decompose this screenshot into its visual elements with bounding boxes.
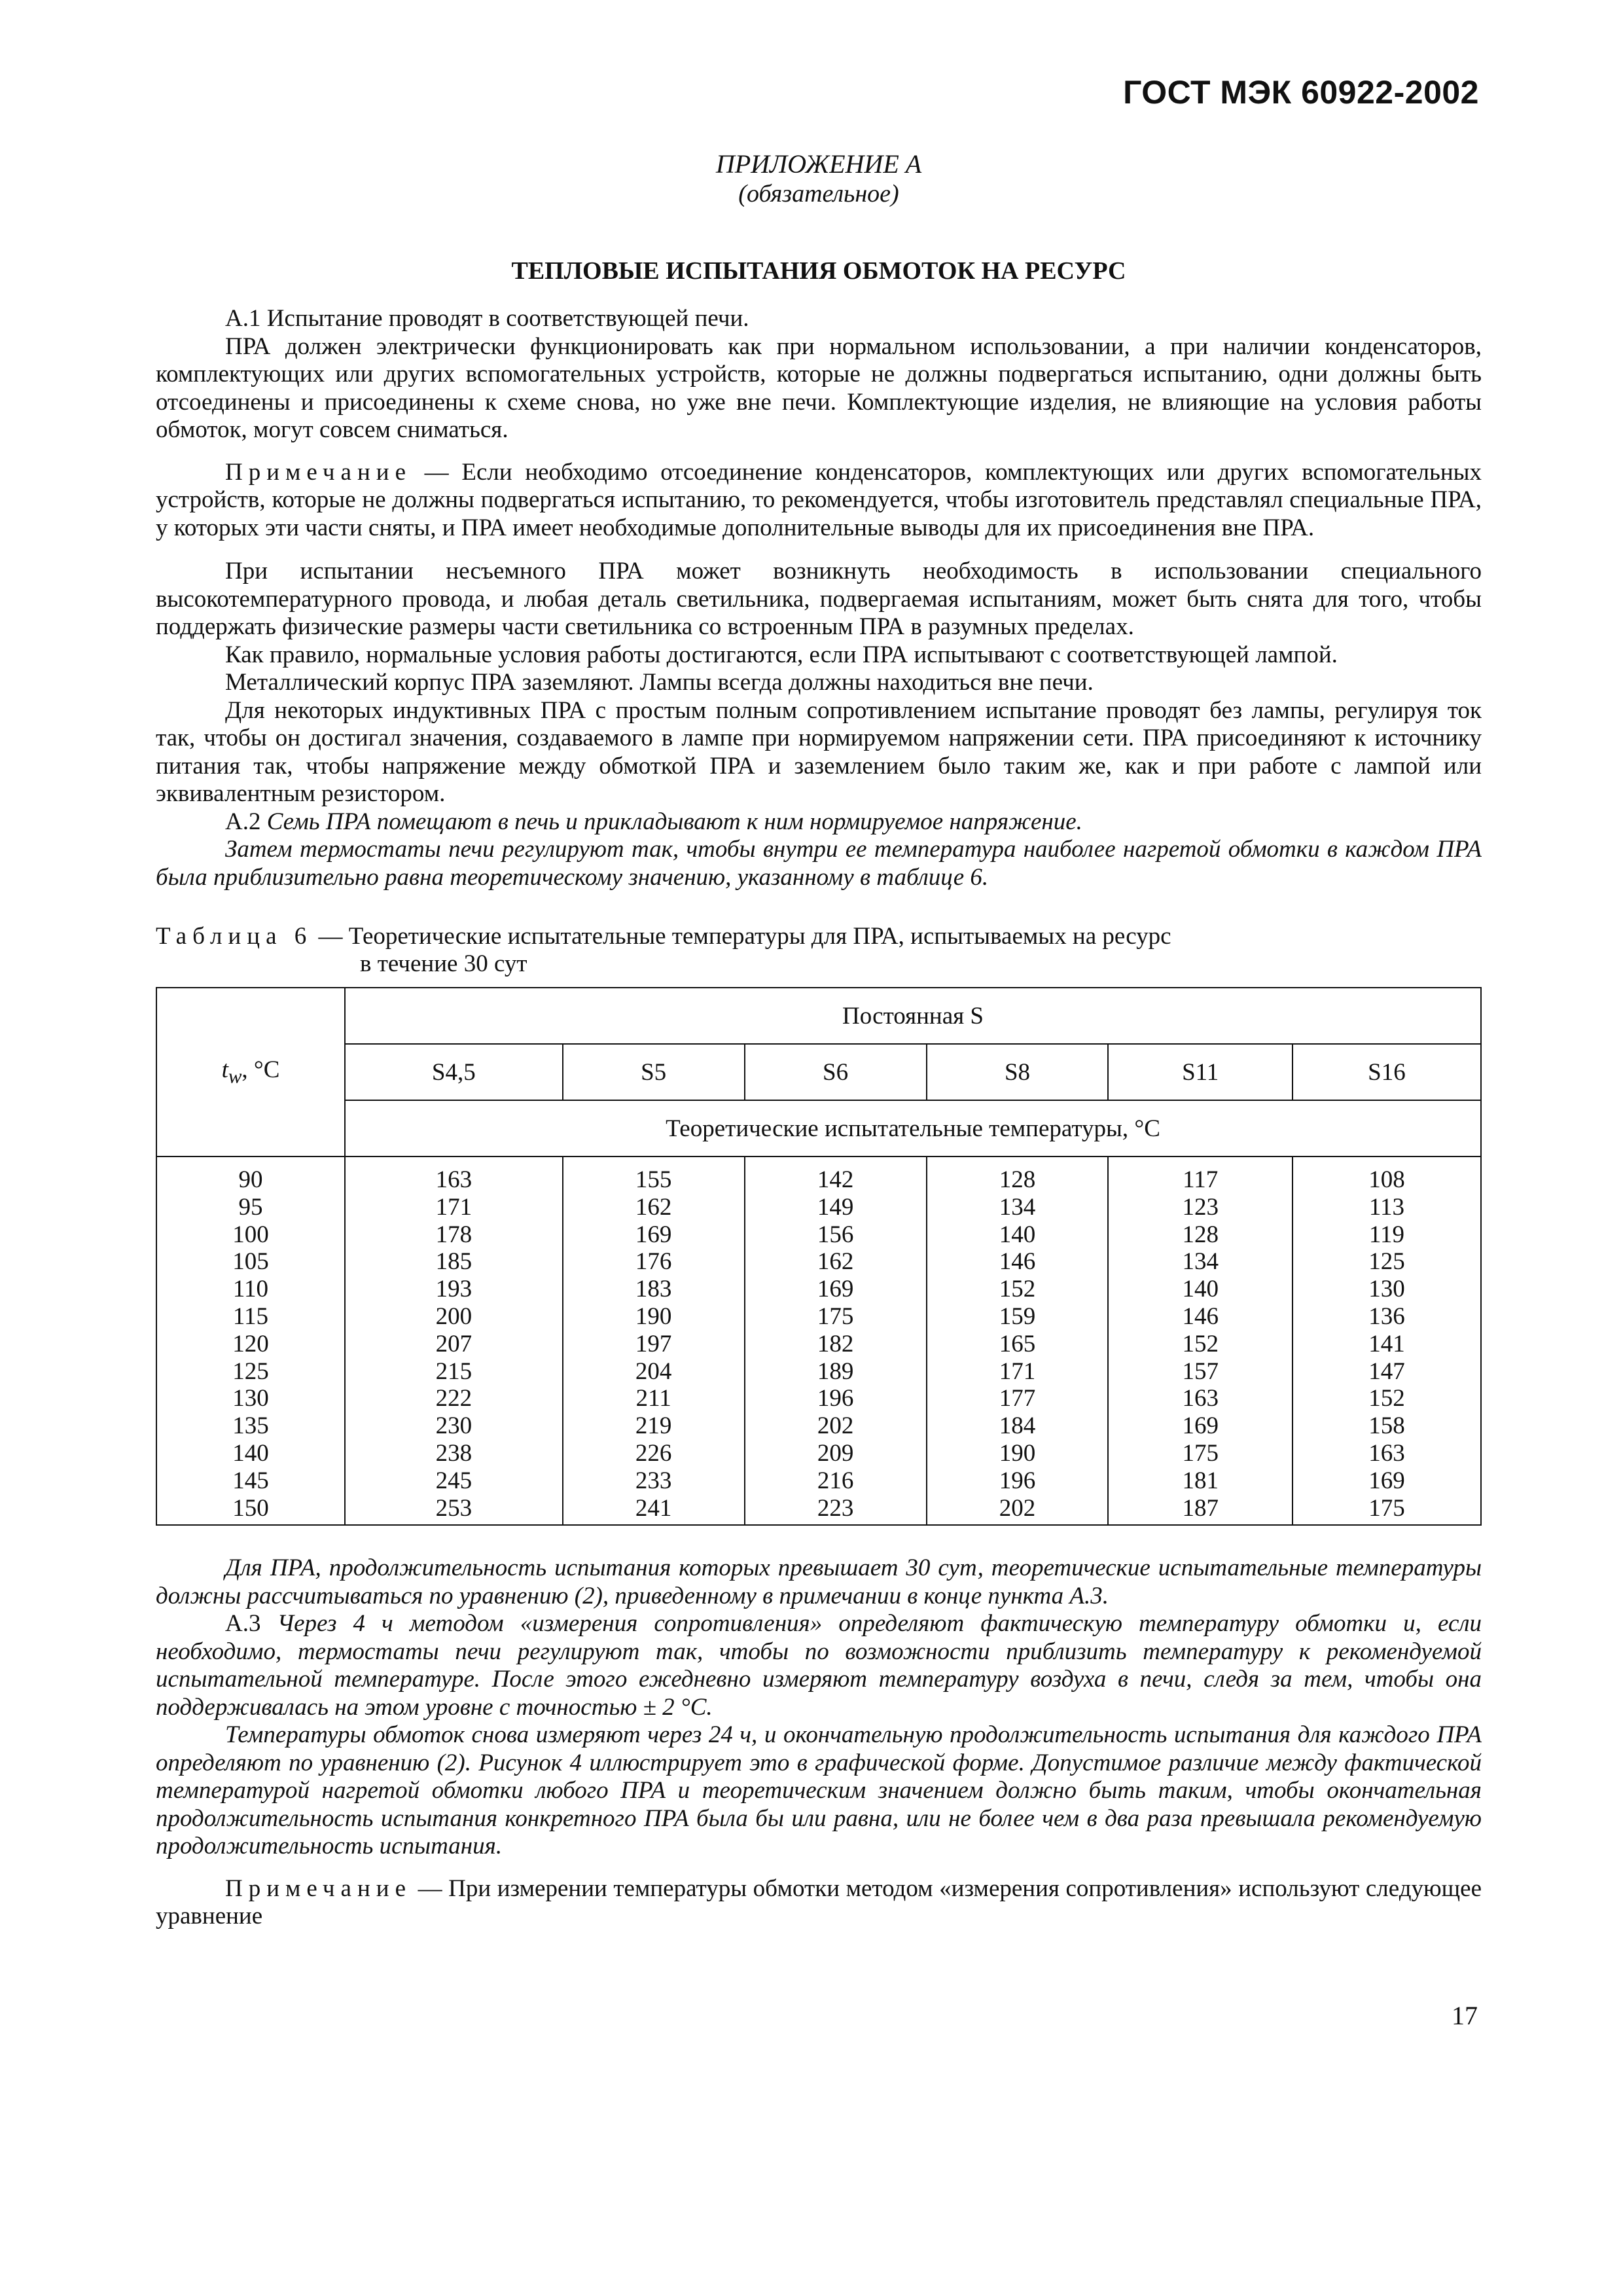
- column-header-s6: S6: [745, 1044, 927, 1100]
- table-cell: 175: [1182, 1439, 1219, 1467]
- final-note-paragraph: [156, 1875, 1482, 1931]
- note-text: — Если необходимо отсоединение конденсаторов, комплектующих или других вспомогательных устройств, которые не должны подвергаться испытанию, то рекомендуется, чтобы изготовитель представлял специальные ПРА, у которых эти части сняты, и ПРА имеет необходимые дополнительные выводы для их присоединения вне ПРА.: [156, 458, 1482, 541]
- tw-symbol: t: [221, 1056, 228, 1084]
- table-cell: 175: [817, 1302, 854, 1330]
- column-header-s11: S11: [1108, 1044, 1292, 1100]
- temperature-header: Теоретические испытательные температуры, °C: [345, 1100, 1481, 1157]
- final-note-label: Примечание: [225, 1874, 412, 1902]
- table-cell: 184: [999, 1412, 1036, 1440]
- table-cell: 135: [232, 1412, 269, 1440]
- table-cell: 178: [435, 1221, 473, 1248]
- paragraph-normal-conditions: Как правило, нормальные условия работы достигаются, если ПРА испытывают с соответствующей лампой.: [225, 641, 1338, 668]
- table-cell: 176: [635, 1248, 672, 1276]
- table-cell: 202: [999, 1494, 1036, 1522]
- a3-text: Через 4 ч методом «измерения сопротивления» определяют фактическую температуру обмотки и, если необходимо, термостаты печи регулируют так, чтобы по возможности приблизить температуру к рекомендуемой испытательной температуре. После этого ежедневно измеряют температуру воздуха в печи, следя за тем, чтобы она поддерживалась на этом уровне с точностью ± 2 °С.: [156, 1610, 1482, 1721]
- table-cell: 209: [817, 1439, 854, 1467]
- table-cell: 149: [817, 1193, 854, 1221]
- final-note-text: — При измерении температуры обмотки методом «измерения сопротивления» используют следующее уравнение: [156, 1874, 1482, 1930]
- table-cell: 125: [1368, 1248, 1405, 1276]
- section-title: ТЕПЛОВЫЕ ИСПЫТАНИЯ ОБМОТОК НА РЕСУРС: [511, 257, 1126, 285]
- post-table-section: [156, 1554, 1482, 1931]
- table-cell: 142: [817, 1166, 854, 1193]
- table-cell: 117: [1183, 1166, 1219, 1193]
- table-cell: 152: [1368, 1385, 1405, 1412]
- table-cell: 177: [999, 1385, 1036, 1412]
- table-cell: 169: [1368, 1467, 1405, 1494]
- table-cell: 158: [1368, 1412, 1405, 1440]
- table-cell: 163: [435, 1166, 473, 1193]
- paragraph-over-30-days: Для ПРА, продолжительность испытания которых превышает 30 сут, теоретические испытательные температуры должны рассчитываться по уравнению (2), приведенному в примечании в конце пункта А.3.: [156, 1554, 1482, 1609]
- a2-label: А.2: [225, 808, 261, 835]
- table-cell: 196: [817, 1385, 854, 1412]
- values-column-5: [1293, 1157, 1481, 1525]
- column-header-s5: S5: [563, 1044, 745, 1100]
- page-number: 17: [1452, 2001, 1478, 2030]
- column-header-row: [156, 1044, 1481, 1100]
- paragraph-grounding: Металлический корпус ПРА заземляют. Лампы всегда должны находиться вне печи.: [225, 669, 1094, 696]
- table-cell: 216: [817, 1467, 854, 1494]
- tw-subscript: w: [228, 1065, 242, 1088]
- table-cell: 152: [1182, 1330, 1219, 1357]
- table-cell: 136: [1368, 1302, 1405, 1330]
- table-cell: 95: [238, 1193, 263, 1221]
- table-cell: 211: [635, 1385, 671, 1412]
- table-cell: 182: [817, 1330, 854, 1357]
- appendix-title: ПРИЛОЖЕНИЕ А: [715, 149, 922, 179]
- values-column-0: [345, 1157, 563, 1525]
- table-caption-line2: в течение 30 сут: [360, 950, 527, 977]
- table-cell: 171: [435, 1193, 473, 1221]
- column-header-s45: S4,5: [345, 1044, 563, 1100]
- table-cell: 141: [1368, 1330, 1405, 1357]
- table-cell: 196: [999, 1467, 1036, 1494]
- table-cell: 162: [635, 1193, 672, 1221]
- table-cell: 125: [232, 1357, 269, 1385]
- values-column-3: [927, 1157, 1109, 1525]
- table-cell: 113: [1368, 1193, 1405, 1221]
- table-cell: 223: [817, 1494, 854, 1522]
- table-cell: 238: [435, 1439, 473, 1467]
- table-cell: 130: [1368, 1276, 1405, 1303]
- table-cell: 169: [1182, 1412, 1219, 1440]
- table-cell: 222: [435, 1385, 473, 1412]
- table-cell: 155: [635, 1166, 672, 1193]
- page-content: [156, 149, 1482, 1931]
- paragraph-a2: [156, 808, 1482, 836]
- table-cell: 230: [435, 1412, 473, 1440]
- table-cell: 215: [435, 1357, 473, 1385]
- column-header-s8: S8: [927, 1044, 1109, 1100]
- table-caption: [156, 923, 1482, 978]
- table-cell: 100: [232, 1221, 269, 1248]
- table-cell: 193: [435, 1276, 473, 1303]
- note-paragraph: [156, 459, 1482, 543]
- table-cell: 165: [999, 1330, 1036, 1357]
- table-cell: 185: [435, 1248, 473, 1276]
- table-cell: 150: [232, 1494, 269, 1522]
- table-cell: 147: [1368, 1357, 1405, 1385]
- table-cell: 241: [635, 1494, 672, 1522]
- table-cell: 110: [232, 1276, 269, 1303]
- table-cell: 146: [1182, 1302, 1219, 1330]
- values-column-2: [745, 1157, 927, 1525]
- table-cell: 163: [1368, 1439, 1405, 1467]
- tw-header-cell: [156, 988, 345, 1157]
- paragraph-a3: [156, 1610, 1482, 1721]
- table-cell: 120: [232, 1330, 269, 1357]
- table-cell: 128: [999, 1166, 1036, 1193]
- table-cell: 152: [999, 1276, 1036, 1303]
- table-cell: 134: [1182, 1248, 1219, 1276]
- table-cell: 156: [817, 1221, 854, 1248]
- paragraph-nonremovable: При испытании несъемного ПРА может возникнуть необходимость в использовании специального высокотемпературного провода, и любая деталь светильника, подвергаемая испытаниям, может быть снята для того, чтобы поддержать физические размеры части светильника со встроенным ПРА в разумных пределах.: [156, 558, 1482, 640]
- table-cell: 105: [232, 1248, 269, 1276]
- table-cell: 190: [999, 1439, 1036, 1467]
- table-cell: 183: [635, 1276, 672, 1303]
- table-cell: 204: [635, 1357, 672, 1385]
- table-cell: 134: [999, 1193, 1036, 1221]
- table-cell: 140: [1182, 1276, 1219, 1303]
- table-cell: 226: [635, 1439, 672, 1467]
- table-cell: 140: [232, 1439, 269, 1467]
- table-cell: 108: [1368, 1166, 1405, 1193]
- table-cell: 163: [1182, 1385, 1219, 1412]
- temperature-table: [156, 987, 1482, 1526]
- table-cell: 181: [1182, 1467, 1219, 1494]
- table-cell: 145: [232, 1467, 269, 1494]
- table-cell: 128: [1182, 1221, 1219, 1248]
- tw-values-column: [156, 1157, 345, 1525]
- values-column-4: [1108, 1157, 1292, 1525]
- table-cell: 189: [817, 1357, 854, 1385]
- a3-label: А.3: [225, 1610, 261, 1638]
- note-label: Примечание: [225, 458, 412, 486]
- table-cell: 159: [999, 1302, 1036, 1330]
- values-column-1: [563, 1157, 745, 1525]
- paragraph-remeasure: Температуры обмоток снова измеряют через 24 ч, и окончательную продолжительность испытания для каждого ПРА определяют по уравнению (2). Рисунок 4 иллюстрирует это в графической форме. Допустимое различие между фактической температурой нагретой обмотки любого ПРА и теоретическим значением должно быть таким, чтобы окончательная продолжительность испытания конкретного ПРА была бы или равна, или не более чем в два раза превышала рекомендуемую продолжительность испытания.: [156, 1721, 1482, 1860]
- table-cell: 197: [635, 1330, 672, 1357]
- table-cell: 119: [1368, 1221, 1405, 1248]
- paragraph-thermostats: Затем термостаты печи регулируют так, чтобы внутри ее температура наиболее нагретой обмотки в каждом ПРА была приблизительно равна теоретическому значению, указанному в таблице 6.: [156, 836, 1482, 891]
- table-caption-label: Таблица 6: [156, 923, 313, 950]
- appendix-subtitle: (обязательное): [738, 180, 899, 207]
- table-cell: 202: [817, 1412, 854, 1440]
- paragraph-a1: А.1 Испытание проводят в соответствующей печи.: [225, 305, 749, 332]
- table-cell: 140: [999, 1221, 1036, 1248]
- table-cell: 115: [232, 1302, 269, 1330]
- column-header-s16: S16: [1293, 1044, 1481, 1100]
- constant-s-header: Постоянная S: [345, 988, 1481, 1044]
- paragraph-inductive: Для некоторых индуктивных ПРА с простым полным сопротивлением испытание проводят без лампы, регулируя ток так, чтобы он достигал значения, создаваемого в лампе при нормируемом напряжении сети. ПРА присоединяют к источнику питания так, чтобы напряжение между обмоткой ПРА и заземлением было таким же, как и при работе с лампой или эквивалентным резистором.: [156, 696, 1482, 807]
- table-cell: 169: [635, 1221, 672, 1248]
- table-cell: 190: [635, 1302, 672, 1330]
- table-cell: 233: [635, 1467, 672, 1494]
- table-cell: 219: [635, 1412, 672, 1440]
- table-cell: 187: [1182, 1494, 1219, 1522]
- table-cell: 123: [1182, 1193, 1219, 1221]
- table-cell: 169: [817, 1276, 854, 1303]
- table-cell: 171: [999, 1357, 1036, 1385]
- table-cell: 200: [435, 1302, 473, 1330]
- table-cell: 90: [238, 1166, 263, 1193]
- table-cell: 130: [232, 1385, 269, 1412]
- table-cell: 245: [435, 1467, 473, 1494]
- table-body-row: [156, 1157, 1481, 1525]
- table-caption-text: — Теоретические испытательные температуры для ПРА, испытываемых на ресурс: [312, 923, 1171, 950]
- table-cell: 162: [817, 1248, 854, 1276]
- standard-code-header: ГОСТ МЭК 60922-2002: [1123, 74, 1479, 111]
- table-cell: 253: [435, 1494, 473, 1522]
- paragraph-pra-function: ПРА должен электрически функционировать как при нормальном использовании, а при наличии конденсаторов, комплектующих или других вспомогательных устройств, которые не должны подвергаться испытанию, одни должны быть отсоединены и присоединены к схеме снова, но уже вне печи. Комплектующие изделия, не влияющие на условия работы обмоток, могут совсем сниматься.: [156, 332, 1482, 443]
- a2-text: Семь ПРА помещают в печь и прикладывают к ним нормируемое напряжение.: [260, 808, 1082, 835]
- table-cell: 146: [999, 1248, 1036, 1276]
- table-cell: 157: [1182, 1357, 1219, 1385]
- tw-unit: , °C: [241, 1056, 280, 1084]
- table-cell: 175: [1368, 1494, 1405, 1522]
- table-cell: 207: [435, 1330, 473, 1357]
